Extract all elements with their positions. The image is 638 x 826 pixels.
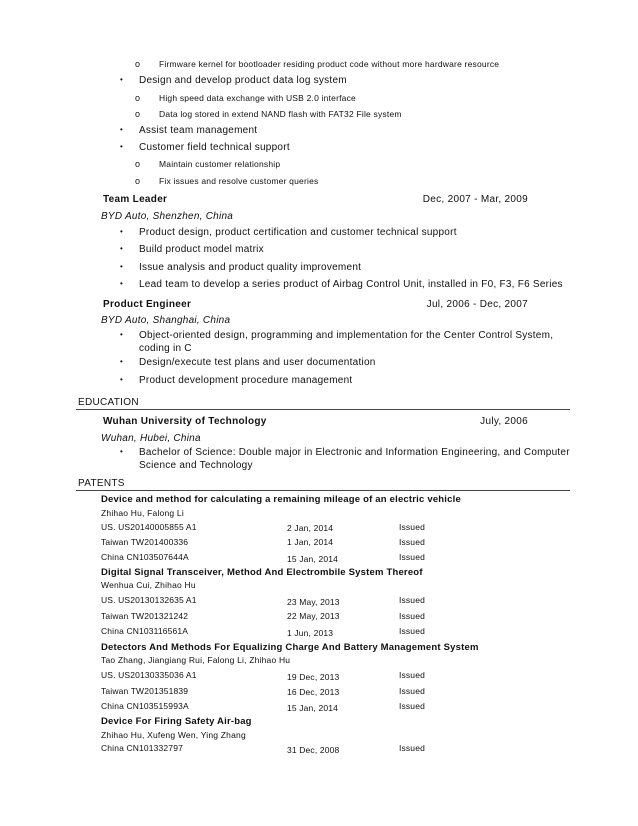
section-heading-education: EDUCATION: [78, 397, 139, 408]
circle-bullet-icon: o: [135, 93, 141, 103]
patent-row: US. US20140005855 A1 2 Jan, 2014 Issued: [101, 522, 425, 533]
patent-title: Digital Signal Transceiver, Method And Electrombile System Thereof: [101, 567, 423, 578]
bullet-icon: •: [120, 447, 123, 456]
bullet-icon: •: [120, 330, 123, 339]
bullet-icon: •: [120, 227, 123, 236]
patent-title: Device and method for calculating a remaining mileage of an electric vehicle: [101, 494, 461, 505]
patent-row: China CN103116561A 1 Jun, 2013 Issued: [101, 626, 425, 638]
bullet-icon: •: [120, 142, 123, 151]
patent-row: China CN103515993A 15 Jan, 2014 Issued: [101, 701, 425, 713]
school-name: Wuhan University of Technology: [103, 416, 267, 427]
job-date: Jul, 2006 - Dec, 2007: [426, 299, 528, 310]
patent-row: China CN103507644A 15 Jan, 2014 Issued: [101, 552, 425, 564]
patent-inventors: Tao Zhang, Jiangiang Rui, Falong Li, Zhihao Hu: [101, 655, 291, 665]
school-location: Wuhan, Hubei, China: [101, 433, 201, 444]
job-title: Team Leader: [103, 194, 168, 205]
circle-bullet-icon: o: [135, 159, 141, 169]
patent-row: China CN101332797 31 Dec, 2008 Issued: [101, 743, 425, 755]
bullet-icon: •: [120, 244, 123, 253]
patent-row: Taiwan TW201351839 16 Dec, 2013 Issued: [101, 686, 425, 697]
patent-row: Taiwan TW201321242 22 May, 2013 Issued: [101, 611, 425, 621]
circle-bullet-icon: o: [135, 59, 141, 69]
job-date: Dec, 2007 - Mar, 2009: [422, 194, 528, 205]
patent-row: US. US20130132635 A1 23 May, 2013 Issued: [101, 595, 425, 607]
bullet-icon: •: [120, 262, 123, 271]
bullet-icon: •: [120, 357, 123, 366]
circle-bullet-icon: o: [135, 109, 141, 119]
patent-inventors: Wenhua Cui, Zhihao Hu: [101, 580, 196, 590]
bullet-icon: •: [120, 279, 123, 288]
patent-row: US. US20130335036 A1 19 Dec, 2013 Issued: [101, 670, 425, 682]
patent-row: Taiwan TW201400336 1 Jan, 2014 Issued: [101, 537, 425, 547]
patent-inventors: Zhihao Hu, Xufeng Wen, Ying Zhang: [101, 730, 246, 740]
section-heading-patents: PATENTS: [78, 478, 125, 489]
company-name: BYD Auto, Shanghai, China: [101, 315, 231, 326]
resume-page: o Firmware kernel for bootloader residing product code without more hardware resource • Design and develop product data log system o High speed data exchange with USB 2.0 interface o Data log stored in extend NAND flash with FAT32 File system • Assist team management • Customer field technical support o Maintain customer relationship o Fix issues and resolve customer queries Team Leader Dec, 2007 - Mar, 2009 BYD Auto, Shenzhen, China • Product design, product certification and customer technical support • Build product model matrix • Issue analysis and product quality improvement • Lead team to develop a series product of Airbag Control Unit, installed in F0, F3, F6 Series Product Engineer Jul, 2006 - Dec, 2007 BYD Auto, Shanghai, China • Object-oriented design, programming and implementation for the Center Control System, coding in C • Design/execute test plans and user documentation • Product development procedure management EDUCATION Wuhan University of Technology July, 2006 Wuhan, Hubei, China • Bachelor of Science: Double major in Electronic and Information Engineering, and Computer Science and Technology PATENTS Device and method for calculating a remaining mileage of an electric vehicle Zhihao Hu, Falong Li US. US20140005855 A1 2 Jan, 2014 Issued Taiwan TW201400336 1 Jan, 2014 Issued China CN103507644A 15 Jan, 2014 Issued Digital Signal Transceiver, Method And Electrombile System Thereof Wenhua Cui, Zhihao Hu US. US20130132635 A1 23 May, 2013 Issued Taiwan TW201321242 22 May, 2013 Issued China CN103116561A 1 Jun, 2013 Issued Detectors And Methods For Equalizing Charge And Battery Management System Tao Zhang, Jiangiang Rui, Falong Li, Zhihao Hu US. US20130335036 A1 19 Dec, 2013 Issued Taiwan TW201351839 16 Dec, 2013 Issued China CN103515993A 15 Jan, 2014 Issued Device For Firing Safety Air-bag Zhihao Hu, Xufeng Wen, Ying Zhang China CN101332797 31 Dec, 2008 Issued: [0, 0, 638, 826]
bullet-icon: •: [120, 75, 123, 84]
circle-bullet-icon: o: [135, 176, 141, 186]
section-divider: [76, 409, 570, 410]
bullet-icon: •: [120, 125, 123, 134]
graduation-date: July, 2006: [480, 416, 528, 427]
job-title: Product Engineer: [103, 299, 192, 310]
company-name: BYD Auto, Shenzhen, China: [101, 211, 234, 222]
patent-title: Detectors And Methods For Equalizing Charge And Battery Management System: [101, 642, 479, 653]
bullet-icon: •: [120, 375, 123, 384]
patent-title: Device For Firing Safety Air-bag: [101, 716, 252, 727]
patent-inventors: Zhihao Hu, Falong Li: [101, 508, 184, 518]
section-divider: [76, 490, 570, 491]
